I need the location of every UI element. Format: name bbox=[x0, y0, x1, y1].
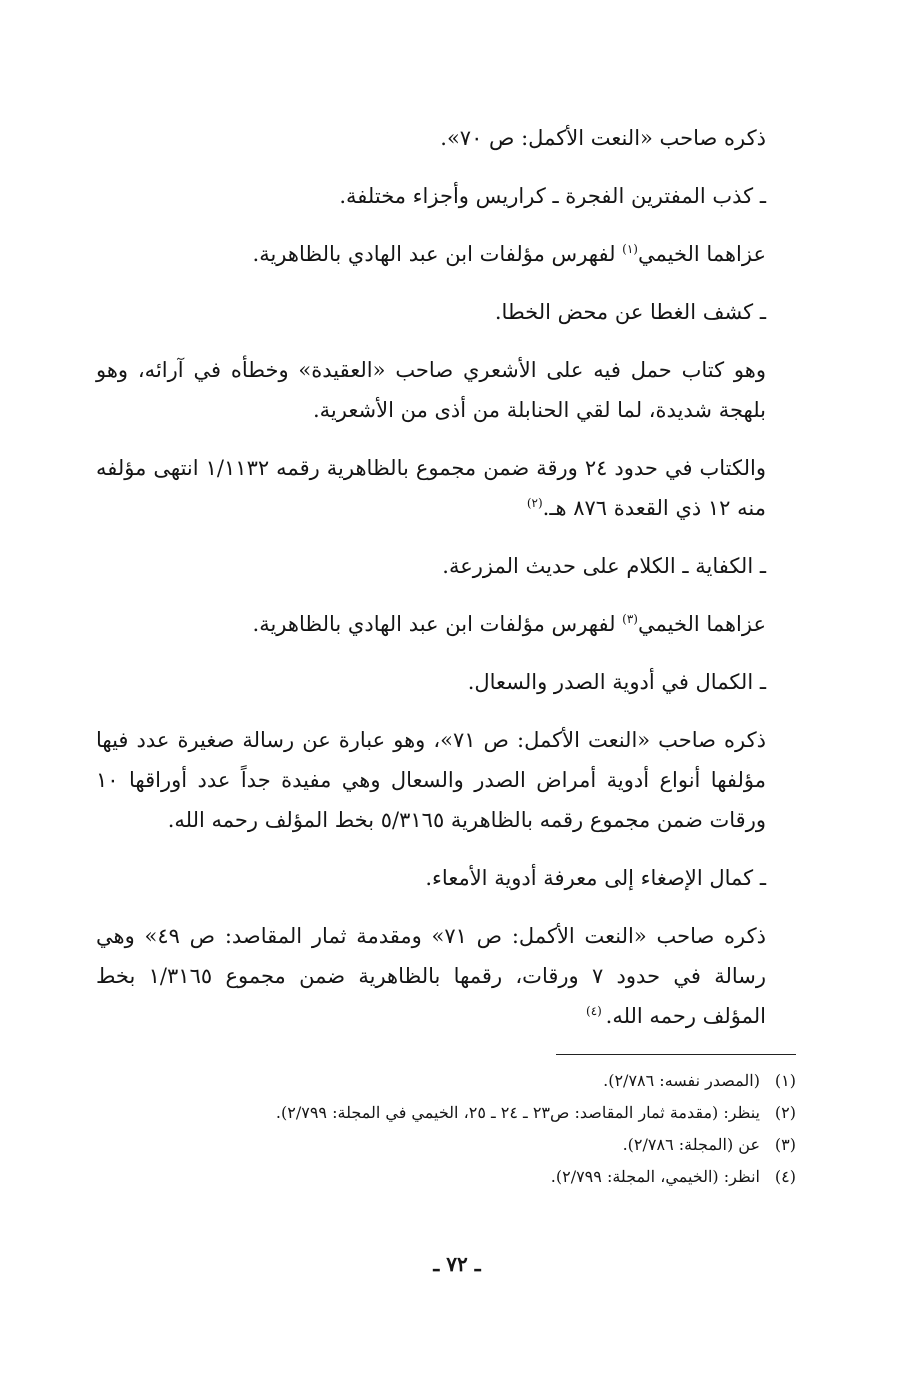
footnote-text: انظر: (الخيمي، المجلة: ٢/٧٩٩). bbox=[550, 1167, 760, 1186]
footnote-separator bbox=[556, 1054, 796, 1055]
footnote-number: (١) bbox=[774, 1071, 796, 1090]
footnote bbox=[96, 1097, 796, 1129]
paragraph-text: عزاهما الخيمي bbox=[637, 612, 766, 636]
entry-paragraph bbox=[96, 604, 796, 644]
footnote bbox=[96, 1129, 796, 1161]
footnote bbox=[96, 1065, 796, 1097]
paragraph-text: عزاهما الخيمي bbox=[637, 242, 766, 266]
paragraph-text: والكتاب في حدود ٢٤ ورقة ضمن مجموع بالظاهرية رقمه ١/١١٣٢ انتهى مؤلفه منه ١٢ ذي القعدة ٨٧٦ هـ. bbox=[96, 456, 766, 520]
footnote bbox=[96, 1161, 796, 1193]
entry-title: ـ كذب المفترين الفجرة ـ كراريس وأجزاء مختلفة. bbox=[339, 184, 766, 208]
footnote-text: (المصدر نفسه: ٢/٧٨٦). bbox=[603, 1071, 760, 1090]
entry-paragraph: ذكره صاحب «النعت الأكمل: ص ٧٠». bbox=[440, 126, 766, 150]
entry-title: ـ الكفاية ـ الكلام على حديث المزرعة. bbox=[442, 554, 766, 578]
page-number: ـ ٧٢ ـ bbox=[433, 1252, 481, 1276]
footnote-ref: (٤) bbox=[586, 1004, 606, 1018]
paragraph-text: لفهرس مؤلفات ابن عبد الهادي بالظاهرية. bbox=[252, 242, 623, 266]
paragraph-text: ذكره صاحب «النعت الأكمل: ص ٧١» ومقدمة ثمار المقاصد: ص ٤٩» وهي رسالة في حدود ٧ ورقات، رقمها بالظاهرية ضمن مجموع ١/٣١٦٥ بخط المؤلف رحمه الله. bbox=[96, 924, 767, 1028]
entry-paragraph bbox=[96, 234, 796, 274]
footnote-number: (٢) bbox=[774, 1103, 796, 1122]
footnotes-list bbox=[96, 1065, 796, 1193]
entry-paragraph: ذكره صاحب «النعت الأكمل: ص ٧١»، وهو عبارة عن رسالة صغيرة عدد فيها مؤلفها أنواع أدوية أمراض الصدر والسعال وهي مفيدة جداً عدد أوراقها ١٠ ورقات ضمن مجموع رقمه بالظاهرية ٥/٣١٦٥ بخط المؤلف رحمه الله. bbox=[96, 728, 766, 832]
entry-title: ـ كمال الإصغاء إلى معرفة أدوية الأمعاء. bbox=[425, 866, 766, 890]
footnote-text: عن (المجلة: ٢/٧٨٦). bbox=[622, 1135, 760, 1154]
footnote-ref: (٣) bbox=[622, 612, 638, 626]
entry-title: ـ كشف الغطا عن محض الخطا. bbox=[494, 300, 766, 324]
entry-paragraph: وهو كتاب حمل فيه على الأشعري صاحب «العقيدة» وخطأه في آرائه، وهو بلهجة شديدة، لما لقي الحنابلة من أذى من الأشعرية. bbox=[96, 358, 766, 422]
footnote-number: (٣) bbox=[774, 1135, 796, 1154]
book-page bbox=[96, 118, 796, 1318]
footnote-ref: (١) bbox=[622, 242, 638, 256]
paragraph-text: لفهرس مؤلفات ابن عبد الهادي بالظاهرية. bbox=[252, 612, 623, 636]
entry-paragraph bbox=[96, 916, 796, 1036]
footnote-number: (٤) bbox=[774, 1167, 796, 1186]
entry-paragraph bbox=[96, 448, 796, 528]
footnote-ref: (٢) bbox=[526, 496, 543, 510]
body-text bbox=[96, 118, 796, 1036]
footnote-text: ينظر: (مقدمة ثمار المقاصد: ص٢٣ ـ ٢٤ ـ ٢٥، الخيمي في المجلة: ٢/٧٩٩). bbox=[275, 1103, 760, 1122]
entry-title: ـ الكمال في أدوية الصدر والسعال. bbox=[467, 670, 766, 694]
